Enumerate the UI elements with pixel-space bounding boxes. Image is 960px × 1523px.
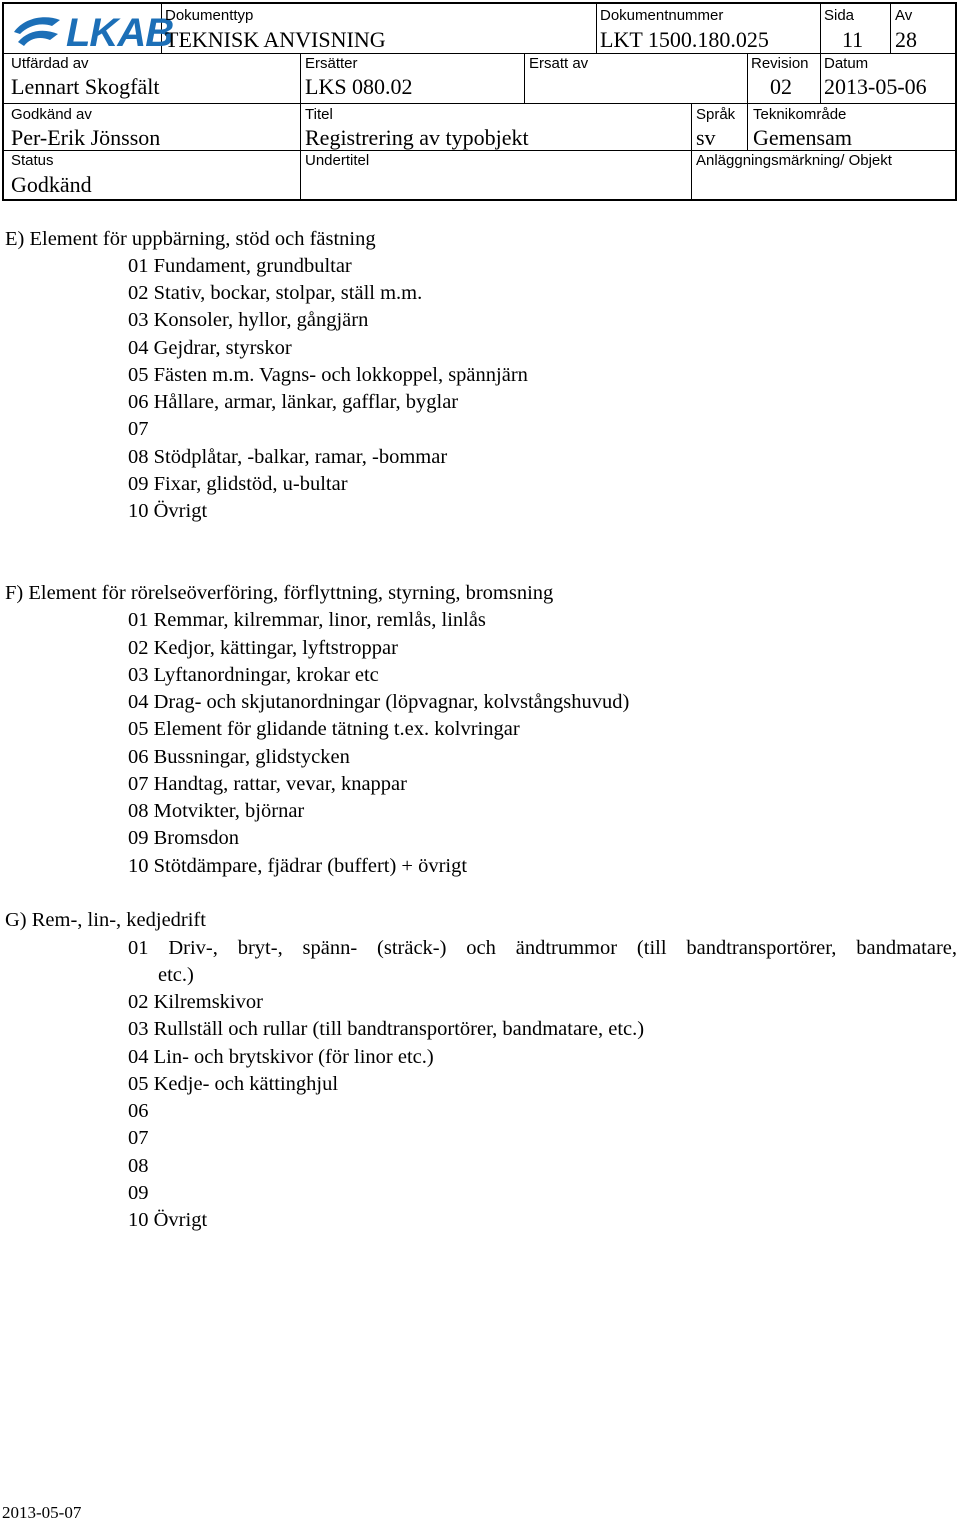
teknikomrade-label: Teknikområde — [753, 106, 847, 123]
list-item: 05 Element för glidande tätning t.ex. kolvringar — [128, 718, 520, 740]
section-heading-f: F) Element för rörelseöverföring, förflyttning, styrning, bromsning — [5, 582, 554, 604]
sprak-label: Språk — [696, 106, 736, 123]
logo-text: LKAB — [66, 11, 174, 55]
undertitel-label: Undertitel — [305, 152, 370, 169]
status-label: Status — [11, 152, 54, 169]
list-item: 10 Stötdämpare, fjädrar (buffert) + övrigt — [128, 855, 468, 877]
header-rule — [596, 4, 597, 53]
list-item: 02 Kilremskivor — [128, 991, 263, 1013]
list-item-continuation: etc.) — [158, 964, 194, 986]
list-item: 04 Lin- och brytskivor (för linor etc.) — [128, 1046, 434, 1068]
header-rule — [820, 4, 821, 103]
document-header — [2, 2, 957, 201]
header-rule — [4, 103, 955, 104]
list-item: 04 Gejdrar, styrskor — [128, 337, 292, 359]
list-item: 06 Hållare, armar, länkar, gafflar, byglar — [128, 391, 459, 413]
list-item: 10 Övrigt — [128, 1209, 208, 1231]
status-value: Godkänd — [11, 172, 92, 197]
list-item: 07 — [128, 1127, 149, 1149]
list-item: 08 Stödplåtar, -balkar, ramar, -bommar — [128, 446, 448, 468]
titel-value: Registrering av typobjekt — [305, 125, 529, 150]
lkab-swoosh-icon — [12, 12, 62, 52]
sprak-value: sv — [696, 125, 716, 150]
dokumenttyp-label: Dokumenttyp — [165, 7, 254, 24]
list-item: 05 Fästen m.m. Vagns- och lokkoppel, spännjärn — [128, 364, 528, 386]
list-item: 06 — [128, 1100, 149, 1122]
list-item: 05 Kedje- och kättinghjul — [128, 1073, 339, 1095]
utfardad-av-label: Utfärdad av — [11, 55, 89, 72]
list-item: 09 — [128, 1182, 149, 1204]
dokumenttyp-value: TEKNISK ANVISNING — [165, 27, 386, 52]
godkand-av-value: Per-Erik Jönsson — [11, 125, 161, 150]
av-value: 28 — [895, 27, 917, 52]
godkand-av-label: Godkänd av — [11, 106, 92, 123]
list-item: 01 Driv-, bryt-, spänn- (sträck-) och ändtrummor (till bandtransportörer, bandmatare, — [128, 937, 957, 959]
header-rule — [691, 103, 692, 199]
header-rule — [747, 53, 748, 151]
list-item: 08 — [128, 1155, 149, 1177]
list-item: 06 Bussningar, glidstycken — [128, 746, 350, 768]
teknikomrade-value: Gemensam — [753, 125, 852, 150]
titel-label: Titel — [305, 106, 333, 123]
ersatter-value: LKS 080.02 — [305, 74, 413, 99]
footer-date: 2013-05-07 — [2, 1503, 82, 1522]
header-rule — [524, 53, 525, 103]
list-item: 09 Fixar, glidstöd, u-bultar — [128, 473, 348, 495]
list-item: 07 Handtag, rattar, vevar, knappar — [128, 773, 407, 795]
ersatter-label: Ersätter — [305, 55, 358, 72]
list-item: 03 Rullställ och rullar (till bandtransportörer, bandmatare, etc.) — [128, 1018, 645, 1040]
dokumentnummer-value: LKT 1500.180.025 — [600, 27, 769, 52]
list-item: 01 Remmar, kilremmar, linor, remlås, linlås — [128, 609, 486, 631]
sida-value: 11 — [842, 27, 864, 52]
list-item: 03 Konsoler, hyllor, gångjärn — [128, 309, 369, 331]
section-heading-g: G) Rem-, lin-, kedjedrift — [5, 909, 206, 931]
av-label: Av — [895, 7, 913, 24]
header-rule — [890, 4, 891, 53]
list-item: 03 Lyftanordningar, krokar etc — [128, 664, 379, 686]
dokumentnummer-label: Dokumentnummer — [600, 7, 724, 24]
ersatt-av-label: Ersatt av — [529, 55, 589, 72]
list-item: 01 Fundament, grundbultar — [128, 255, 352, 277]
header-rule — [300, 53, 301, 199]
section-heading-e: E) Element för uppbärning, stöd och fästning — [5, 228, 376, 250]
lkab-logo — [12, 11, 174, 55]
revision-value: 02 — [770, 74, 792, 99]
list-item: 10 Övrigt — [128, 500, 208, 522]
anlaggningsmarkning-label: Anläggningsmärkning/ Objekt — [696, 152, 892, 169]
datum-value: 2013-05-06 — [824, 74, 927, 99]
datum-label: Datum — [824, 55, 869, 72]
header-rule — [4, 150, 955, 151]
list-item: 02 Kedjor, kättingar, lyftstroppar — [128, 637, 398, 659]
revision-label: Revision — [751, 55, 809, 72]
list-item: 08 Motvikter, björnar — [128, 800, 305, 822]
list-item: 09 Bromsdon — [128, 827, 240, 849]
list-item: 07 — [128, 418, 149, 440]
list-item: 04 Drag- och skjutanordningar (löpvagnar, kolvstångshuvud) — [128, 691, 630, 713]
list-item: 02 Stativ, bockar, stolpar, ställ m.m. — [128, 282, 423, 304]
utfardad-av-value: Lennart Skogfält — [11, 74, 160, 99]
sida-label: Sida — [824, 7, 855, 24]
